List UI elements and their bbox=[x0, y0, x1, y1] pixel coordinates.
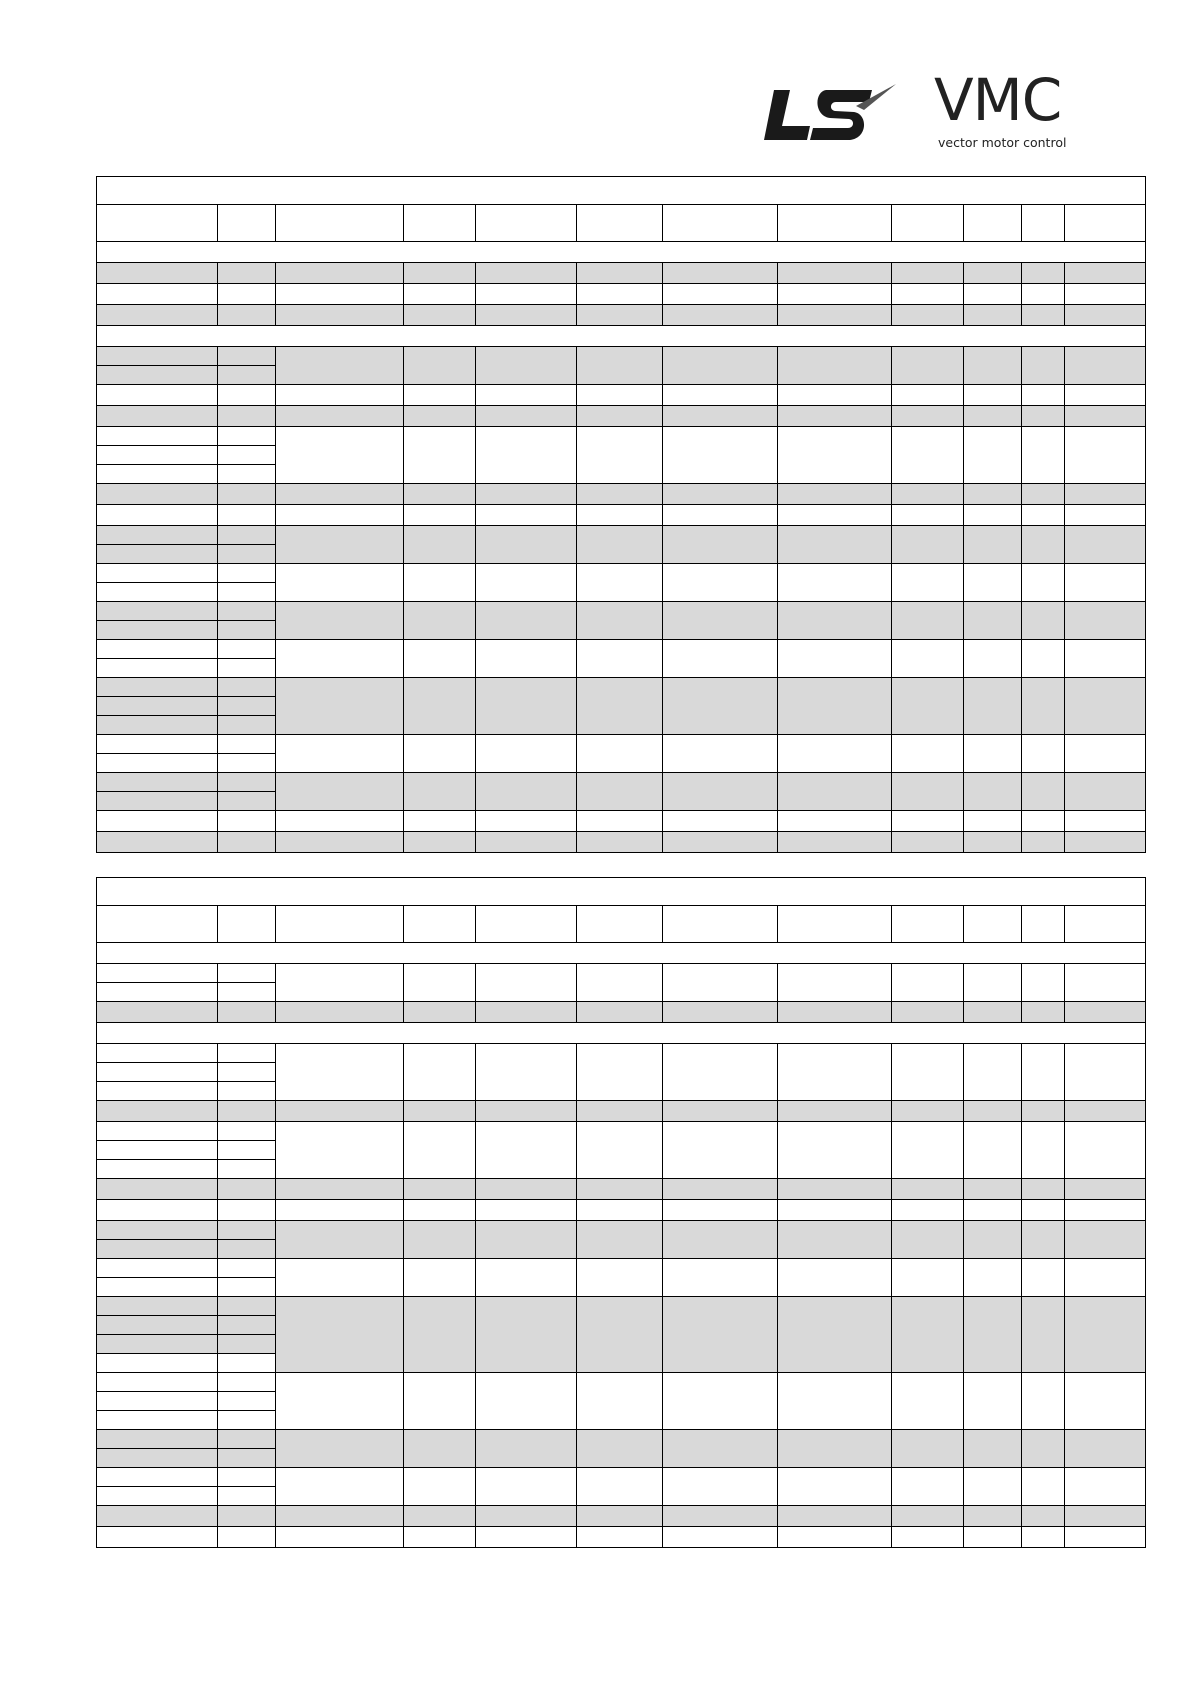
table-row bbox=[97, 1002, 1146, 1023]
table-row bbox=[97, 263, 1146, 284]
table-caption-row bbox=[97, 878, 1146, 906]
section-row bbox=[97, 242, 1146, 263]
table-row bbox=[97, 832, 1146, 853]
table-row bbox=[97, 1527, 1146, 1548]
table-row bbox=[97, 305, 1146, 326]
ls-logo-icon bbox=[760, 84, 896, 146]
section-row bbox=[97, 1023, 1146, 1044]
table-row bbox=[97, 640, 1146, 659]
spec-table-1 bbox=[96, 176, 1146, 853]
table-row bbox=[97, 1373, 1146, 1392]
table-row bbox=[97, 1468, 1146, 1487]
vmc-logo-tagline: vector motor control bbox=[938, 135, 1067, 150]
table-row bbox=[97, 484, 1146, 505]
table-row bbox=[97, 347, 1146, 366]
table-row bbox=[97, 735, 1146, 754]
table-row bbox=[97, 505, 1146, 526]
table-caption-row bbox=[97, 177, 1146, 205]
table-row bbox=[97, 385, 1146, 406]
table-header-row bbox=[97, 205, 1146, 242]
spec-table-2 bbox=[96, 877, 1146, 1548]
table-row bbox=[97, 1506, 1146, 1527]
table-row bbox=[97, 1430, 1146, 1449]
table-row bbox=[97, 526, 1146, 545]
table-row bbox=[97, 427, 1146, 446]
table-row bbox=[97, 1259, 1146, 1278]
table-caption bbox=[97, 878, 1146, 906]
table-row bbox=[97, 1297, 1146, 1316]
section-row bbox=[97, 326, 1146, 347]
table-row bbox=[97, 1179, 1146, 1200]
section-row bbox=[97, 943, 1146, 964]
table-row bbox=[97, 773, 1146, 792]
table-row bbox=[97, 284, 1146, 305]
table-row bbox=[97, 1200, 1146, 1221]
vmc-logo-icon bbox=[930, 60, 1080, 156]
table-row bbox=[97, 602, 1146, 621]
table-header-row bbox=[97, 906, 1146, 943]
table-row bbox=[97, 811, 1146, 832]
table-row bbox=[97, 406, 1146, 427]
vmc-logo-text: VMC bbox=[934, 66, 1062, 134]
table-row bbox=[97, 964, 1146, 983]
table-row bbox=[97, 678, 1146, 697]
table-row bbox=[97, 1101, 1146, 1122]
table-row bbox=[97, 1122, 1146, 1141]
table-row bbox=[97, 1044, 1146, 1063]
table-row bbox=[97, 564, 1146, 583]
table-row bbox=[97, 1221, 1146, 1240]
table-caption bbox=[97, 177, 1146, 205]
